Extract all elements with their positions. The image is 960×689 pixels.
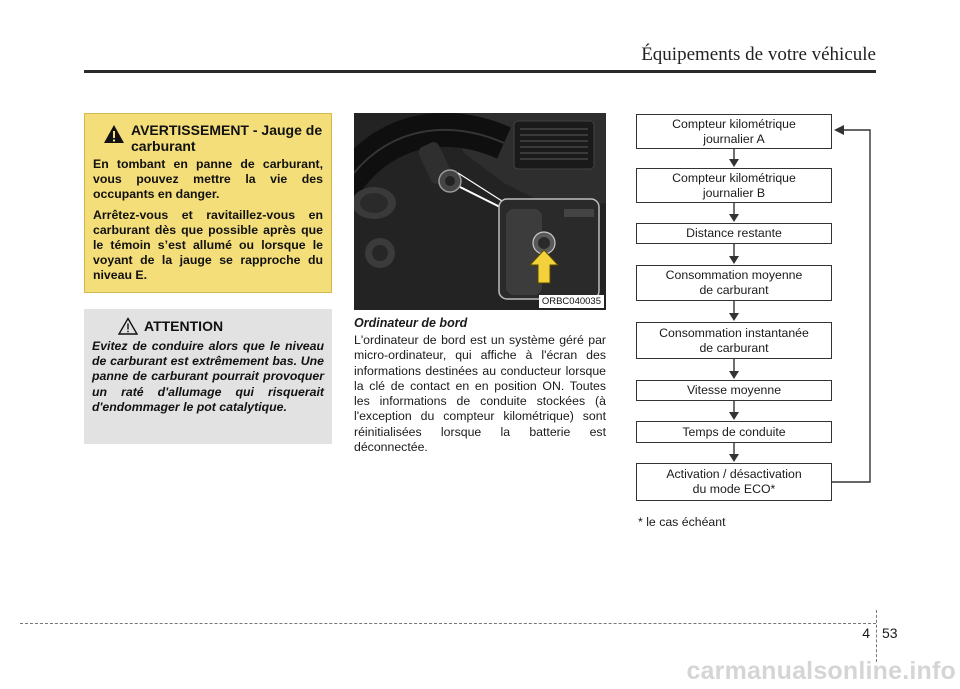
page-number-separator <box>876 610 877 662</box>
flow-item-line2: de carburant <box>699 283 769 297</box>
flow-item-instant-fuel <box>636 322 832 359</box>
flow-item-line1: Activation / désactivation <box>666 467 802 481</box>
flow-item-line1: Distance restante <box>686 226 782 240</box>
chapter-number: 4 <box>862 625 870 641</box>
flow-item-line2: de carburant <box>699 340 769 355</box>
warning-paragraph-2: Arrêtez-vous et ravitaillez-vous en carburant dès que possible après que le témoin s’est allumé ou lorsque le voyant de la jauge se rapproche du niveau E. <box>93 207 323 283</box>
flow-item-line2: journalier A <box>703 131 765 146</box>
flow-item-line2: journalier B <box>702 185 766 200</box>
warning-paragraph-1: En tombant en panne de carburant, vous pouvez mettre la vie des occupants en danger. <box>93 157 323 202</box>
page-header-title: Équipements de votre véhicule <box>641 44 876 65</box>
warning-title: AVERTISSEMENT - Jauge de carburant <box>131 122 323 154</box>
flow-item-line2: du mode ECO* <box>692 482 776 496</box>
photo-code-label: ORBC040035 <box>539 295 604 308</box>
flow-item-driving-time <box>636 421 832 443</box>
flow-item-line1: Temps de conduite <box>682 424 786 439</box>
flow-item-trip-a <box>636 114 832 149</box>
watermark: carmanualsonline.info <box>686 657 956 685</box>
flow-item-eco-mode <box>636 463 832 501</box>
page-number: 53 <box>882 625 898 641</box>
flow-item-line1: Consommation moyenne <box>665 268 803 282</box>
flow-item-trip-b <box>636 168 832 203</box>
flow-item-line1: Compteur kilométrique <box>672 170 796 185</box>
flow-item-average-fuel <box>636 265 832 301</box>
flow-item-line1: Consommation instantanée <box>659 325 809 340</box>
flow-item-line1: Compteur kilométrique <box>672 116 796 131</box>
attention-text: Evitez de conduire alors que le niveau de carburant est extrêmement bas. Une panne de carburant pourrait provoquer un raté d'allumage qui risquerait d'endommager le pot catalytique. <box>92 339 324 414</box>
attention-title: ATTENTION <box>144 318 224 334</box>
trip-computer-subtitle: Ordinateur de bord <box>354 316 468 330</box>
flow-footnote: * le cas échéant <box>638 515 726 529</box>
flow-item-line1: Vitesse moyenne <box>686 383 782 397</box>
flow-item-average-speed <box>636 380 832 401</box>
flow-item-distance-to-empty <box>636 223 832 244</box>
footer-dashed-rule <box>20 623 876 624</box>
trip-computer-text: L'ordinateur de bord est un système géré par micro-ordinateur, qui affiche à l'écran des informations destinées au conducteur lorsque la clé de contact en en position ON. Toutes les informations de conduite stockées (à l'exception du compteur kilométrique) sont réinitialisées lorsque la batterie est déconnectée. <box>354 333 606 455</box>
